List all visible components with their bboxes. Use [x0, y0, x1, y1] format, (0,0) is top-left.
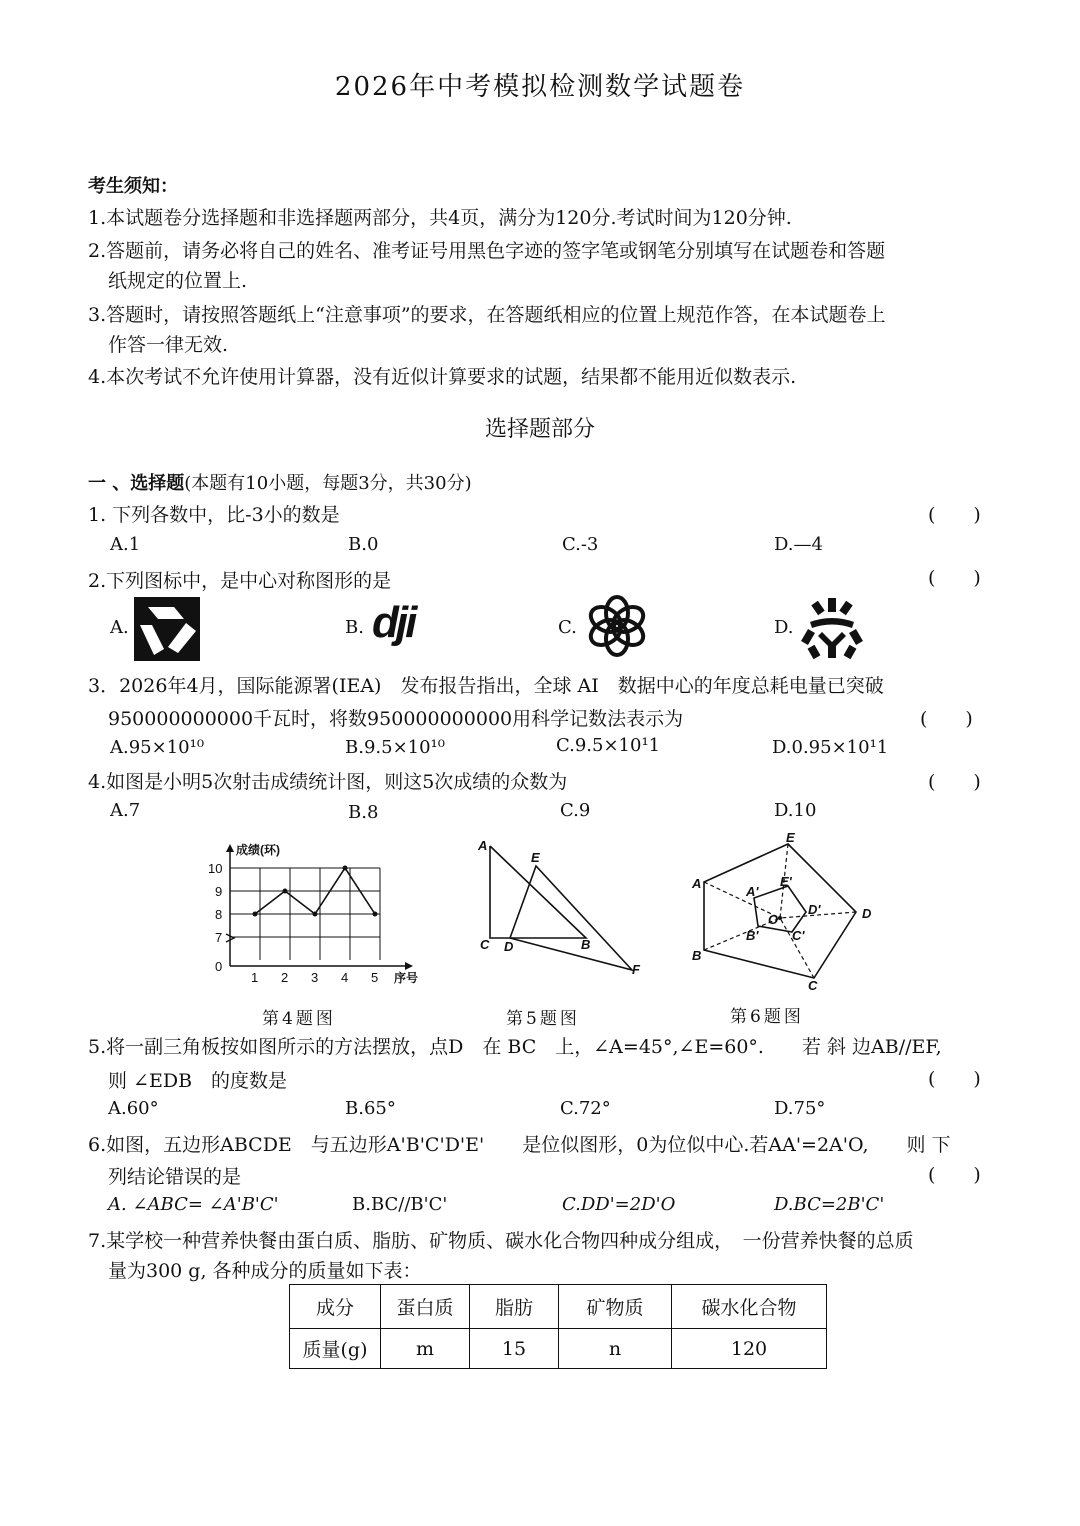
- part1-heading: [88, 469, 472, 495]
- q2-logo-c-icon: [584, 593, 650, 659]
- fig5-label-d: D: [504, 939, 514, 954]
- fig6-line-co: [780, 918, 814, 978]
- q2-stem: 2.下列图标中，是中心对称图形的是: [88, 570, 392, 592]
- chart-x-tick-label: 3: [311, 970, 319, 985]
- fig5-label-e: E: [531, 850, 540, 865]
- fig6-label-c-prime: C': [792, 928, 805, 943]
- q3-line2: 950000000000千瓦时，将数950000000000用科学记数法表示为: [108, 708, 684, 730]
- q1-paren: ( ): [928, 504, 981, 526]
- table-cell: 120: [672, 1329, 827, 1369]
- q3-option-b: B.9.5×10¹⁰: [345, 737, 445, 758]
- q5-line1: 5.将一副三角板按如图所示的方法摆放，点D 在 BC 上，∠A=45°,∠E=60°. 若 斜 边AB//EF,: [88, 1036, 942, 1058]
- table-header-cell: 蛋白质: [381, 1285, 470, 1329]
- chart-x-tick-label: 1: [251, 970, 259, 985]
- table-header-row: [290, 1285, 827, 1329]
- fig6-label-e-prime: E': [780, 874, 792, 889]
- fig6-label-c: C: [808, 978, 818, 993]
- table-cell: 15: [470, 1329, 559, 1369]
- q2-logo-b: dji: [372, 598, 415, 647]
- table-row-label: 质量(g): [290, 1329, 381, 1369]
- chart-x-tick-label: 5: [371, 970, 379, 985]
- fig6-outer-pentagon: [704, 844, 856, 978]
- chart-data-point: [373, 912, 378, 917]
- chart-title: 成绩(环): [236, 843, 280, 857]
- fig6-label-a-prime: A': [746, 884, 759, 899]
- table-header-cell: 成分: [290, 1285, 381, 1329]
- chart-data-point: [253, 912, 258, 917]
- chart-y-tick-label: 8: [215, 907, 223, 922]
- fig6-label-e: E: [786, 830, 795, 845]
- chart-y-tick-label: 7: [215, 930, 223, 945]
- q5-paren: ( ): [928, 1068, 981, 1090]
- q3-line1: 3．2026年4月，国际能源署(IEA) 发布报告指出，全球 AI 数据中心的年度总耗电量已突破: [88, 675, 884, 697]
- notice-item-2-cont: 纸规定的位置上.: [108, 270, 248, 292]
- fig6-center-point: [778, 916, 782, 920]
- q6-line2: 列结论错误的是: [108, 1166, 242, 1188]
- figure-6-caption: 第6题图: [730, 1007, 804, 1027]
- fig6-label-b: B: [692, 948, 702, 963]
- q1-stem: 1. 下列各数中，比-3小的数是: [88, 504, 340, 526]
- q4-stem: 4.如图是小明5次射击成绩统计图，则这5次成绩的众数为: [88, 771, 568, 793]
- q2-logo-d-icon: [800, 596, 864, 660]
- q1-option-b: B.0: [348, 534, 379, 555]
- q1-option-d: D.—4: [774, 534, 823, 555]
- figure-4-caption: 第4题图: [262, 1009, 336, 1029]
- notice-item-3-cont: 作答一律无效.: [108, 334, 229, 356]
- chart-y-tick-label: 0: [215, 959, 223, 974]
- q7-line2: 量为300 g, 各种成分的质量如下表：: [108, 1260, 422, 1282]
- fig5-label-c: C: [480, 937, 490, 952]
- table-header-cell: 碳水化合物: [672, 1285, 827, 1329]
- q2-option-b: B.: [345, 617, 364, 638]
- notice-heading: 考生须知：: [88, 176, 178, 197]
- table-header-cell: 矿物质: [559, 1285, 672, 1329]
- q4-option-d: D.10: [774, 800, 817, 821]
- q6-option-c: C.DD'=2D'O: [562, 1194, 676, 1215]
- q4-option-c: C.9: [560, 800, 591, 821]
- fig6-label-o: O: [768, 912, 779, 927]
- q6-option-b: B.BC//B'C': [352, 1194, 448, 1215]
- q7-line1: 7.某学校一种营养快餐由蛋白质、脂肪、矿物质、碳水化合物四种成分组成， 一份营养快餐的总质: [88, 1230, 914, 1252]
- table-cell: n: [559, 1329, 672, 1369]
- table-cell: m: [381, 1329, 470, 1369]
- fig6-label-a: A: [692, 876, 702, 891]
- page-title: 2026年中考模拟检测数学试题卷: [334, 72, 746, 102]
- section-title: 选择题部分: [484, 417, 595, 442]
- q3-option-c: C.9.5×10¹1: [556, 735, 661, 756]
- figure-4-chart: [200, 838, 440, 988]
- chart-data-point: [283, 889, 288, 894]
- q1-option-a: A.1: [110, 534, 141, 555]
- figure-5-triangles: [474, 836, 648, 980]
- fig6-label-b-prime: B': [746, 928, 759, 943]
- notice-item-3: 3.答题时，请按照答题纸上“注意事项”的要求，在答题纸相应的位置上规范作答，在本试题卷上: [88, 304, 886, 326]
- nutrition-table: [289, 1284, 827, 1369]
- chart-x-tick-label: 4: [341, 970, 349, 985]
- fig5-label-b: B: [581, 937, 591, 952]
- q3-paren: ( ): [920, 708, 973, 730]
- notice-item-1: 1.本试题卷分选择题和非选择题两部分，共4页，满分为120分.考试时间为120分钟.: [88, 207, 792, 229]
- chart-y-tick-label: 9: [215, 884, 223, 899]
- q2-option-c: C.: [558, 617, 577, 638]
- q2-paren: ( ): [928, 567, 981, 589]
- q2-option-d: D.: [774, 617, 794, 638]
- q6-line1: 6.如图，五边形ABCDE 与五边形A'B'C'D'E' 是位似图形，0为位似中心.若AA'=2A'O, 则 下: [88, 1134, 951, 1156]
- chart-x-tick-label: 2: [281, 970, 289, 985]
- q6-option-d: D.BC=2B'C': [774, 1194, 885, 1215]
- q2-option-a: A.: [110, 617, 129, 638]
- q4-paren: ( ): [928, 771, 981, 793]
- part1-label: 一 、选择题: [88, 473, 185, 494]
- q5-option-d: D.75°: [774, 1098, 826, 1119]
- fig6-label-d-prime: D': [808, 902, 821, 917]
- q5-option-b: B.65°: [345, 1098, 396, 1119]
- q6-paren: ( ): [928, 1164, 981, 1186]
- figure-6-pentagons: [688, 828, 888, 996]
- fig5-label-f: F: [632, 962, 640, 977]
- notice-item-2: 2.答题前，请务必将自己的姓名、准考证号用黑色字迹的签字笔或钢笔分别填写在试题卷和答题: [88, 240, 886, 262]
- fig6-label-d: D: [862, 906, 872, 921]
- notice-item-4: 4.本次考试不允许使用计算器，没有近似计算要求的试题，结果都不能用近似数表示.: [88, 366, 797, 388]
- q5-option-a: A.60°: [108, 1098, 159, 1119]
- chart-data-point: [313, 912, 318, 917]
- part1-note: (本题有10小题，每题3分，共30分): [184, 473, 472, 494]
- q2-logo-a-icon: [134, 597, 200, 661]
- chart-data-point: [343, 866, 348, 871]
- q5-option-c: C.72°: [560, 1098, 611, 1119]
- chart-y-axis-arrow: [226, 844, 234, 852]
- chart-x-axis-arrow: [405, 962, 413, 970]
- table-row: [290, 1329, 827, 1369]
- figure-5-caption: 第5题图: [506, 1009, 580, 1029]
- q3-option-a: A.95×10¹⁰: [110, 737, 205, 758]
- q4-option-b: B.8: [348, 802, 379, 823]
- q3-option-d: D.0.95×10¹1: [772, 737, 889, 758]
- table-header-cell: 脂肪: [470, 1285, 559, 1329]
- q5-line2: 则 ∠EDB 的度数是: [108, 1070, 288, 1092]
- fig5-label-a: A: [478, 838, 488, 853]
- q1-option-c: C.-3: [562, 534, 599, 555]
- q6-option-a: A. ∠ABC= ∠A'B'C': [108, 1194, 279, 1215]
- chart-y-tick-label: 10: [208, 861, 223, 876]
- chart-x-label: 序号: [394, 971, 419, 985]
- q4-option-a: A.7: [110, 800, 141, 821]
